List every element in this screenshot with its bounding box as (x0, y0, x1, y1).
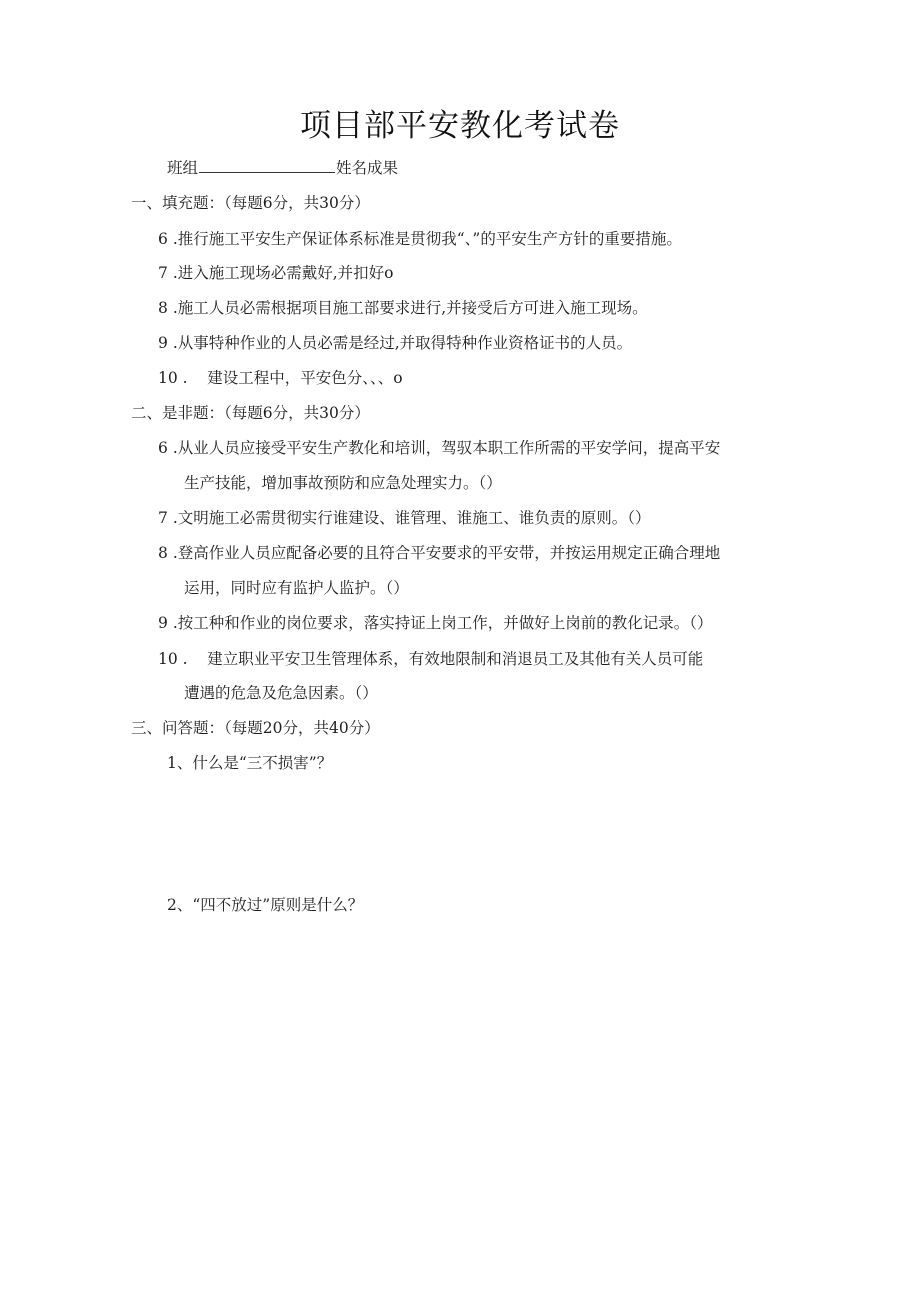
question-text: .按工种和作业的岗位要求，落实持证上岗工作，并做好上岗前的教化记录。（） (172, 614, 713, 632)
question-number: 7 (158, 264, 168, 282)
question-number: 9 (158, 334, 168, 352)
class-blank[interactable] (199, 158, 335, 173)
question-text: .从业人员应接受平安生产教化和培训，驾驭本职工作所需的平安学问，提高平安 (172, 439, 721, 457)
question-text: .文明施工必需贯彻实行谁建设、谁管理、谁施工、谁负责的原则。（） (172, 509, 651, 527)
essay-question-1: 1、什么是“三不损害”？ (167, 754, 333, 772)
question-number: 6 (158, 439, 168, 457)
question (158, 368, 403, 388)
question-number: 7 (158, 509, 168, 527)
question-text: .进入施工现场必需戴好,并扣好o (172, 264, 394, 282)
question (158, 333, 632, 353)
question-number: 9 (158, 614, 168, 632)
question-number: 10 (158, 650, 178, 668)
question-continuation: 生产技能，增加事故预防和应急处理实力。（） (184, 474, 502, 492)
header-line (167, 158, 398, 178)
question (158, 543, 720, 563)
question (158, 508, 651, 528)
question-continuation: 遭遇的危急及危急因素。（） (184, 684, 378, 702)
question (158, 438, 720, 458)
essay-question-2: 2、“四不放过”原则是什么？ (167, 896, 364, 914)
question-text: .推行施工平安生产保证体系标准是贯彻我“、”的平安生产方针的重要措施。 (172, 230, 682, 248)
question-text: . 建立职业平安卫生管理体系，有效地限制和消退员工及其他有关人员可能 (182, 650, 704, 668)
question-text: .从事特种作业的人员必需是经过,并取得特种作业资格证书的人员。 (172, 334, 633, 352)
question-text: . 建设工程中，平安色分、、、o (182, 369, 403, 387)
section2-heading: 二、是非题：（每题6分，共30分） (131, 404, 370, 422)
question-text: .施工人员必需根据项目施工部要求进行,并接受后方可进入施工现场。 (172, 299, 648, 317)
section1-heading: 一、填充题：（每题6分，共30分） (131, 194, 370, 212)
question (158, 229, 682, 249)
class-label: 班组 (167, 159, 199, 177)
question-continuation: 运用，同时应有监护人监护。（） (184, 579, 409, 597)
question (158, 613, 713, 633)
question-number: 6 (158, 230, 168, 248)
question-number: 10 (158, 369, 178, 387)
exam-title: 项目部平安教化考试卷 (300, 108, 620, 144)
question (158, 263, 394, 283)
question (158, 649, 703, 669)
question (158, 298, 648, 318)
name-label: 姓名成果 (336, 159, 399, 177)
section3-heading: 三、问答题：（每题20分，共40分） (131, 719, 380, 737)
question-number: 8 (158, 299, 168, 317)
question-number: 8 (158, 544, 168, 562)
question-text: .登高作业人员应配备必要的且符合平安要求的平安带，并按运用规定正确合理地 (172, 544, 721, 562)
